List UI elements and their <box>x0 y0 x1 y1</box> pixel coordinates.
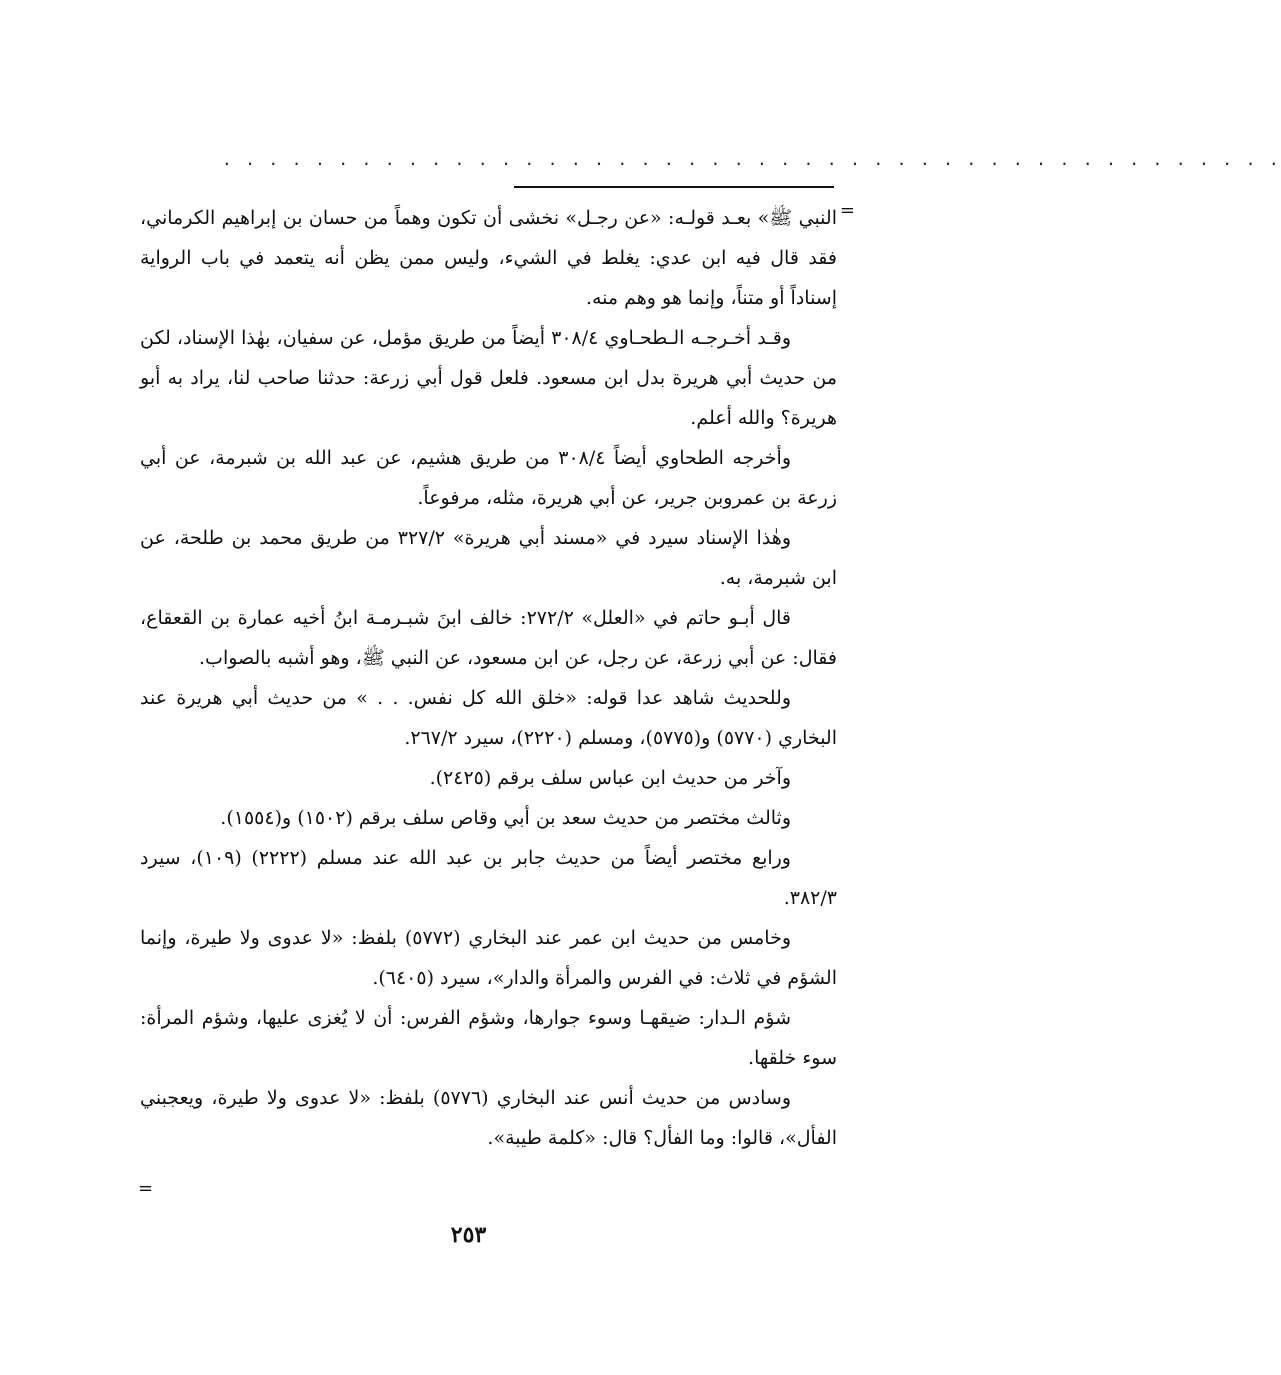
continuation-mark: = <box>839 200 855 221</box>
paragraph: وخامس من حديث ابن عمر عند البخاري (٥٧٧٢) بلفظ: «لا عدوى ولا طيرة، وإنما الشؤم في ثلاث: في الفرس والمرأة والدار»، سيرد (٦٤٠٥). <box>140 927 837 989</box>
paragraph: وآخر من حديث ابن عباس سلف برقم (٢٤٢٥). <box>429 767 791 789</box>
paragraph: وللحديث شاهد عدا قوله: «خلق الله كل نفس. . . » من حديث أبي هريرة عند البخاري (٥٧٧٠) و(٥٧٧٥)، ومسلم (٢٢٢٠)، سيرد ٢٦٧/٢. <box>140 687 837 749</box>
paragraph: وأخرجه الطحاوي أيضاً ٣٠٨/٤ من طريق هشيم، عن عبد الله بن شبرمة، عن أبي زرعة بن عمروبن جرير، عن أبي هريرة، مثله، مرفوعاً. <box>140 447 837 509</box>
paragraph: وثالث مختصر من حديث سعد بن أبي وقاص سلف برقم (١٥٠٢) و(١٥٥٤). <box>220 807 791 829</box>
paragraph: وهٰذا الإسناد سيرد في «مسند أبي هريرة» ٣٢٧/٢ من طريق محمد بن طلحة، عن ابن شبرمة، به. <box>140 527 837 589</box>
paragraph: شؤم الـدار: ضيقهـا وسوء جوارها، وشؤم الفرس: أن لا يُغزى عليها، وشؤم المرأة: سوء خلقها. <box>140 1007 837 1069</box>
next-page-mark: = <box>138 1178 154 1199</box>
page-number: ٢٥٣ <box>450 1222 487 1248</box>
paragraph: قال أبـو حاتم في «العلل» ٢٧٢/٢: خالف ابنَ شبـرمـة ابنُ أخيه عمارة بن القعقاع، فقال: عن أبي زرعة، عن رجل، عن ابن مسعود، عن النبي ﷺ، وهو أشبه بالصواب. <box>140 607 837 669</box>
separator-dots: . . . . . . . . . . . . . . . . . . . . . . . . . . . . . . . . . . . . . . . . . . . . . . <box>222 150 1281 169</box>
footnote-rule <box>514 186 834 188</box>
paragraph: وسادس من حديث أنس عند البخاري (٥٧٧٦) بلفظ: «لا عدوى ولا طيرة، ويعجبني الفأل»، قالوا: وما الفأل؟ قال: «كلمة طيبة». <box>140 1087 837 1149</box>
paragraph: وقـد أخـرجـه الـطحـاوي ٣٠٨/٤ أيضاً من طريق مؤمل، عن سفيان، بهٰذا الإسناد، لكن من حديث أبي هريرة بدل ابن مسعود. فلعل قول أبي زرعة: حدثنا صاحب لنا، يراد به أبو هريرة؟ والله أعلم. <box>140 327 837 429</box>
paragraph: النبي ﷺ» بعـد قولـه: «عن رجـل» نخشى أن تكون وهماً من حسان بن إبراهيم الكرماني، فقد قال فيه ابن عدي: يغلط في الشيء، وليس ممن يظن أنه يتعمد في باب الرواية إسناداً أو متناً، وإنما هو وهم منه. <box>140 207 837 309</box>
paragraph: ورابع مختصر أيضاً من حديث جابر بن عبد الله عند مسلم (٢٢٢٢) (١٠٩)، سيرد ٣٨٢/٣. <box>140 847 837 909</box>
footnote-body <box>140 198 837 1158</box>
